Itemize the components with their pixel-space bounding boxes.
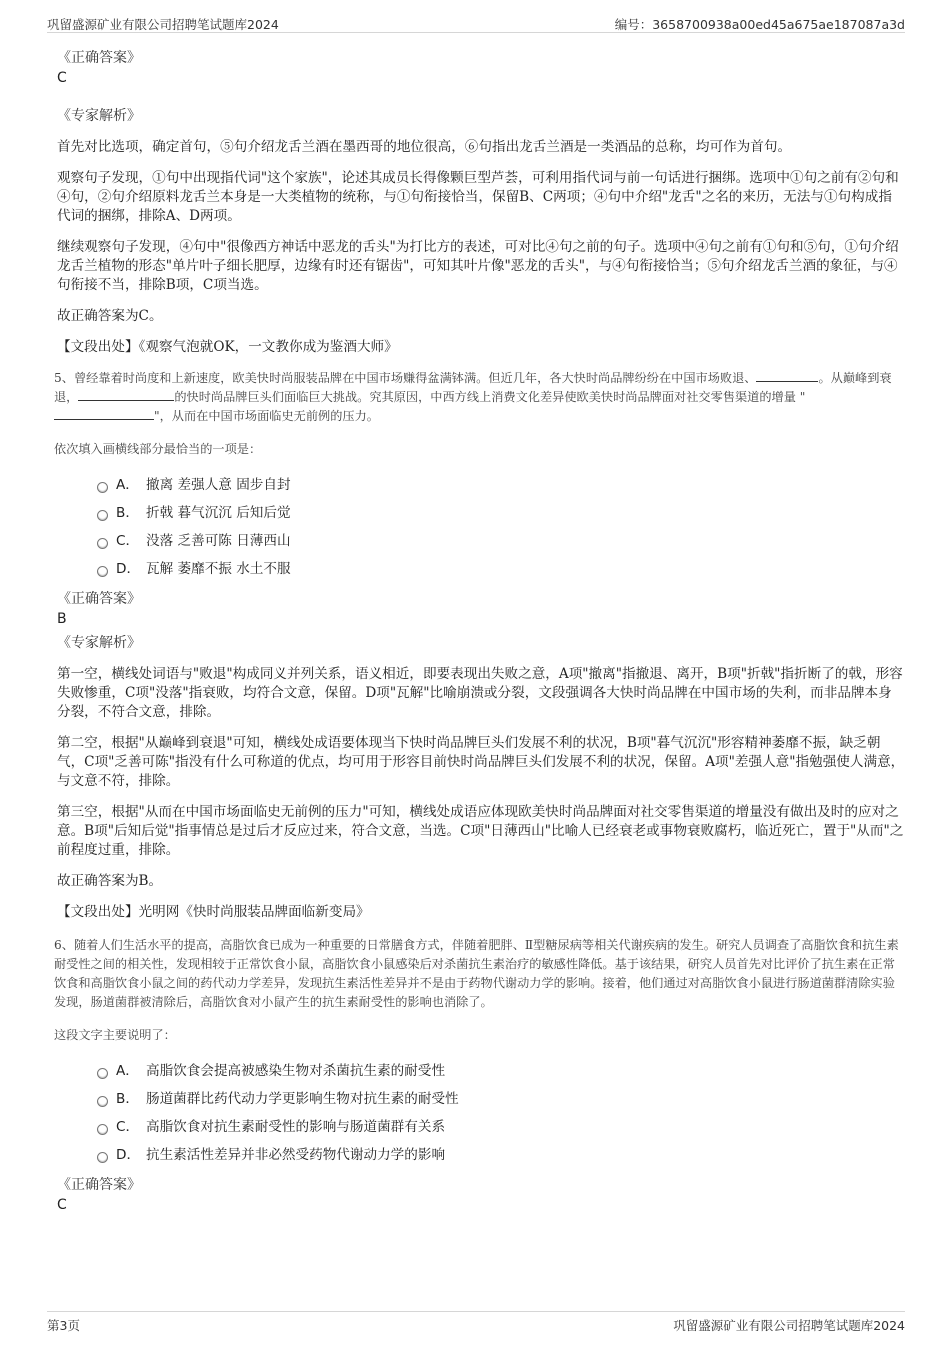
page-content xyxy=(54,44,905,1215)
analysis-conclusion: 故正确答案为B。 xyxy=(57,873,163,889)
answer-label: 《正确答案》 xyxy=(57,1177,141,1193)
option-letter: A． xyxy=(116,1063,139,1079)
fill-blank xyxy=(756,369,818,382)
page-header xyxy=(47,12,905,33)
radio-button[interactable] xyxy=(97,1096,108,1107)
option-letter: C． xyxy=(116,533,140,549)
answer-label: 《正确答案》 xyxy=(57,50,141,66)
analysis-paragraph: 第三空，根据"从而在中国市场面临史无前例的压力"可知，横线处成语应体现欧美快时尚品牌面对社交零售渠道的增量没有做出及时的应对之意。B项"后知后觉"指事情总是过后才反应过来，符合文意，当选。C项"日薄西山"比喻人已经衰老或事物衰败腐朽，临近死亡，置于"从而"之前程度过重，排除。 xyxy=(57,804,904,858)
option-letter: C． xyxy=(116,1119,140,1135)
option-letter: B． xyxy=(116,1091,139,1107)
option-text: 折戟 暮气沉沉 后知后觉 xyxy=(146,505,291,521)
question-5-text xyxy=(54,369,905,426)
option-text: 撤离 差强人意 固步自封 xyxy=(146,477,291,493)
option-b[interactable] xyxy=(97,1085,905,1113)
radio-button[interactable] xyxy=(97,566,108,577)
option-text: 高脂饮食对抗生素耐受性的影响与肠道菌群有关系 xyxy=(146,1119,446,1135)
question-text-part: 的快时尚品牌巨头们面临巨大挑战。究其原因，中西方线上消费文化差异使欧美快时尚品牌面对社交零售渠道的增量 " xyxy=(174,390,806,404)
source-citation: 【文段出处】光明网《快时尚服装品牌面临新变局》 xyxy=(57,904,370,920)
header-doc-number: 编号：3658700938a00ed45a675ae187087a3d xyxy=(614,17,905,32)
option-letter: D． xyxy=(116,561,141,577)
answer-value: B xyxy=(57,611,67,627)
radio-button[interactable] xyxy=(97,482,108,493)
radio-button[interactable] xyxy=(97,538,108,549)
question-text-part: "，从而在中国市场面临史无前例的压力。 xyxy=(154,409,379,423)
option-c[interactable] xyxy=(97,527,905,555)
question-6-text: 6、随着人们生活水平的提高，高脂饮食已成为一种重要的日常膳食方式，伴随着肥胖、Ⅱ型糖尿病等相关代谢疾病的发生。研究人员调查了高脂饮食和抗生素耐受性之间的相关性，发现相较于正常饮食小鼠，高脂饮食小鼠感染后对杀菌抗生素治疗的敏感性降低。基于该结果，研究人员首先对比评价了抗生素在正常饮食和高脂饮食小鼠之间的药代动力学差异，发现抗生素活性差异并不是由于药物代谢动力学的影响。接着，他们通过对高脂饮食小鼠进行肠道菌群清除实验发现，肠道菌群被清除后，高脂饮食对小鼠产生的抗生素耐受性的影响也消除了。 xyxy=(54,938,899,1009)
question-6-options xyxy=(97,1057,905,1169)
option-d[interactable] xyxy=(97,1141,905,1169)
option-text: 抗生素活性差异并非必然受药物代谢动力学的影响 xyxy=(146,1147,446,1163)
question-5-options xyxy=(97,471,905,583)
option-text: 高脂饮食会提高被感染生物对杀菌抗生素的耐受性 xyxy=(146,1063,446,1079)
radio-button[interactable] xyxy=(97,1124,108,1135)
option-text: 没落 乏善可陈 日薄西山 xyxy=(146,533,291,549)
fill-blank xyxy=(78,388,174,401)
analysis-paragraph: 观察句子发现，①句中出现指代词"这个家族"，论述其成员长得像颗巨型芦荟，可利用指代词与前一句话进行捆绑。选项中①句之前有②句和④句，②句介绍原料龙舌兰本身是一大类植物的统称，与①句衔接恰当，保留B、C两项；④句中介绍"龙舌"之名的来历，无法与①句构成指代词的捆绑，排除A、D两项。 xyxy=(57,170,899,224)
fill-blank xyxy=(54,407,154,420)
option-letter: A． xyxy=(116,477,139,493)
analysis-label: 《专家解析》 xyxy=(57,635,141,651)
option-d[interactable] xyxy=(97,555,905,583)
analysis-conclusion: 故正确答案为C。 xyxy=(57,308,163,324)
header-title: 巩留盛源矿业有限公司招聘笔试题库2024 xyxy=(47,17,279,32)
radio-button[interactable] xyxy=(97,510,108,521)
option-b[interactable] xyxy=(97,499,905,527)
question-text-part: 5、曾经靠着时尚度和上新速度，欧美快时尚服装品牌在中国市场赚得盆满钵满。但近几年，各大快时尚品牌纷纷在中国市场败退、 xyxy=(54,371,757,385)
footer-title: 巩留盛源矿业有限公司招聘笔试题库2024 xyxy=(673,1318,905,1333)
option-c[interactable] xyxy=(97,1113,905,1141)
option-a[interactable] xyxy=(97,471,905,499)
answer-value: C xyxy=(57,70,67,86)
analysis-label: 《专家解析》 xyxy=(57,108,141,124)
analysis-paragraph: 首先对比选项，确定首句，⑤句介绍龙舌兰酒在墨西哥的地位很高，⑥句指出龙舌兰酒是一类酒品的总称，均可作为首句。 xyxy=(57,139,792,155)
question-6-prompt: 这段文字主要说明了： xyxy=(54,1028,176,1042)
analysis-paragraph: 第一空，横线处词语与"败退"构成同义并列关系，语义相近，即要表现出失败之意，A项"撤离"指撤退、离开，B项"折戟"指折断了的戟，形容失败惨重，C项"没落"指衰败，均符合文意，保留。D项"瓦解"比喻崩溃或分裂，文段强调各大快时尚品牌在中国市场的失利，而非品牌本身分裂，不符合文意，排除。 xyxy=(57,666,903,720)
option-letter: D． xyxy=(116,1147,141,1163)
page-footer xyxy=(47,1311,905,1336)
question-text-part: 。从巅峰到衰退， xyxy=(54,371,892,404)
radio-button[interactable] xyxy=(97,1152,108,1163)
radio-button[interactable] xyxy=(97,1068,108,1079)
source-citation: 【文段出处】《观察气泡就OK，一文教你成为鉴酒大师》 xyxy=(57,339,398,355)
analysis-paragraph: 第二空，根据"从巅峰到衰退"可知，横线处成语要体现当下快时尚品牌巨头们发展不利的状况，B项"暮气沉沉"形容精神萎靡不振，缺乏朝气，C项"乏善可陈"指没有什么可称道的优点，均可用于形容目前快时尚品牌巨头们发展不利的状况，保留。A项"差强人意"指勉强使人满意，与文意不符，排除。 xyxy=(57,735,905,789)
answer-label: 《正确答案》 xyxy=(57,591,141,607)
answer-value: C xyxy=(57,1197,67,1213)
option-text: 瓦解 萎靡不振 水土不服 xyxy=(146,561,291,577)
option-text: 肠道菌群比药代动力学更影响生物对抗生素的耐受性 xyxy=(146,1091,459,1107)
option-a[interactable] xyxy=(97,1057,905,1085)
question-5-prompt: 依次填入画横线部分最恰当的一项是： xyxy=(54,442,262,456)
page-number: 第3页 xyxy=(47,1318,80,1333)
analysis-paragraph: 继续观察句子发现，④句中"很像西方神话中恶龙的舌头"为打比方的表述，可对比④句之前的句子。选项中④句之前有①句和⑤句，①句介绍龙舌兰植物的形态"单片叶子细长肥厚，边缘有时还有锯齿"，可知其叶片像"恶龙的舌头"，与④句衔接恰当；⑤句介绍龙舌兰酒的象征，与④句衔接不当，排除B项，C项当选。 xyxy=(57,239,899,293)
option-letter: B． xyxy=(116,505,139,521)
